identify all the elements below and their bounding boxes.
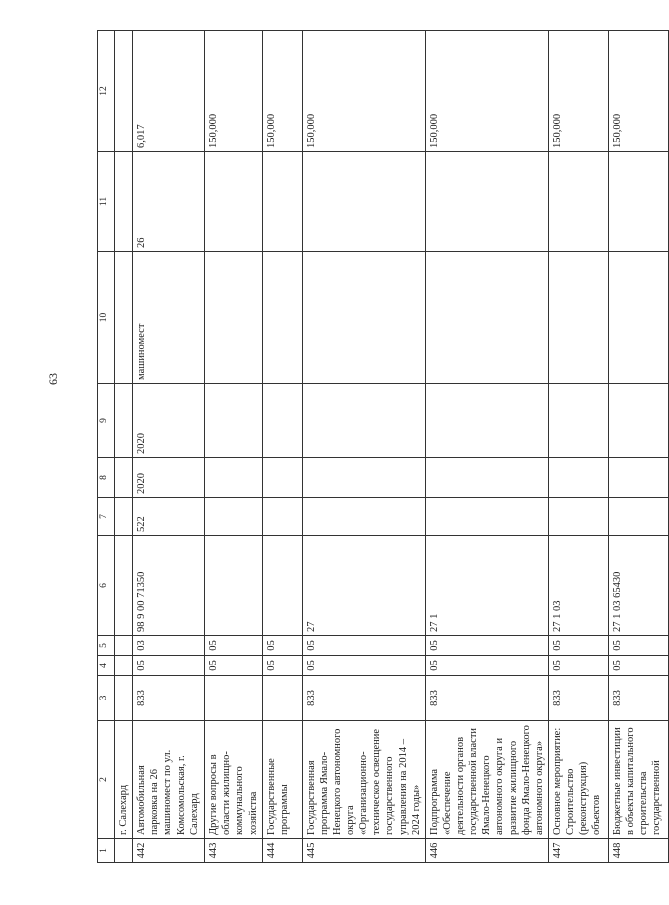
section-cell: 05: [205, 656, 263, 676]
rotated-table-sheet: [97, 31, 663, 863]
end-year-cell: 2020: [133, 384, 205, 458]
target-article-cell: 27 1: [425, 536, 548, 636]
target-article-cell: [115, 536, 133, 636]
amount-cell: 150,000: [425, 31, 548, 152]
code-cell: [115, 676, 133, 721]
end-year-cell: [608, 384, 668, 458]
subsection-cell: 05: [608, 636, 668, 656]
column-header: 2: [98, 721, 115, 839]
amount-cell: 150,000: [548, 31, 608, 152]
column-header: 1: [98, 839, 115, 863]
column-header: 12: [98, 31, 115, 152]
code-cell: [205, 676, 263, 721]
target-article-cell: 27 1 03: [548, 536, 608, 636]
capacity-cell: [115, 152, 133, 252]
expense-type-cell: [548, 498, 608, 536]
subsection-cell: 05: [425, 636, 548, 656]
section-cell: 05: [133, 656, 205, 676]
column-header: 8: [98, 458, 115, 498]
code-cell: 833: [548, 676, 608, 721]
column-header: 11: [98, 152, 115, 252]
end-year-cell: [548, 384, 608, 458]
column-header: 10: [98, 252, 115, 384]
column-header: 7: [98, 498, 115, 536]
code-cell: [262, 676, 302, 721]
column-header: 4: [98, 656, 115, 676]
capacity-cell: [548, 152, 608, 252]
column-header: 3: [98, 676, 115, 721]
name-cell: Бюджетные инвестиции в объекты капитального строительства государственной: [608, 721, 668, 839]
section-cell: 05: [425, 656, 548, 676]
start-year-cell: [205, 458, 263, 498]
column-header: 6: [98, 536, 115, 636]
target-article-cell: [205, 536, 263, 636]
expense-type-cell: 522: [133, 498, 205, 536]
table-row: [205, 31, 263, 863]
subsection-cell: 03: [133, 636, 205, 656]
name-cell: Автомобильная парковка на 26 машиномест по ул. Комсомольская, г. Салехард: [133, 721, 205, 839]
amount-cell: 150,000: [205, 31, 263, 152]
column-header: 9: [98, 384, 115, 458]
code-cell: 833: [425, 676, 548, 721]
amount-cell: 150,000: [302, 31, 425, 152]
table-row: [425, 31, 548, 863]
expense-type-cell: [608, 498, 668, 536]
capacity-cell: [302, 152, 425, 252]
table-header-row: [98, 31, 115, 863]
name-cell: Подпрограмма «Обеспечение деятельности органов государственной власти Ямало-Ненецкого автономного округа и развитие жилищного фонда Ямало-Ненецкого автономного округа»: [425, 721, 548, 839]
end-year-cell: [205, 384, 263, 458]
unit-cell: [262, 252, 302, 384]
code-cell: 833: [133, 676, 205, 721]
target-article-cell: 27 1 03 65430: [608, 536, 668, 636]
subsection-cell: [115, 636, 133, 656]
amount-cell: 150,000: [608, 31, 668, 152]
row-number-cell: 444: [262, 839, 302, 863]
code-cell: 833: [302, 676, 425, 721]
section-cell: 05: [262, 656, 302, 676]
capacity-cell: [262, 152, 302, 252]
subsection-cell: 05: [302, 636, 425, 656]
capacity-cell: 26: [133, 152, 205, 252]
name-cell: Государственная программа Ямало-Ненецкого автономного округа «Организационно-техническое освещение государственного управления на 2014 – 2024 годы»: [302, 721, 425, 839]
table-row: [302, 31, 425, 863]
capacity-cell: [425, 152, 548, 252]
name-cell: Основное мероприятие: Строительство (реконструкция) объектов: [548, 721, 608, 839]
section-cell: 05: [548, 656, 608, 676]
unit-cell: [608, 252, 668, 384]
amount-cell: [115, 31, 133, 152]
code-cell: 833: [608, 676, 668, 721]
start-year-cell: [608, 458, 668, 498]
row-number-cell: 448: [608, 839, 668, 863]
row-number-cell: 442: [133, 839, 205, 863]
target-article-cell: 98 9 00 71350: [133, 536, 205, 636]
start-year-cell: [115, 458, 133, 498]
start-year-cell: 2020: [133, 458, 205, 498]
start-year-cell: [548, 458, 608, 498]
target-article-cell: 27: [302, 536, 425, 636]
page-number: 63: [46, 373, 60, 385]
end-year-cell: [262, 384, 302, 458]
table-row: [548, 31, 608, 863]
unit-cell: [115, 252, 133, 384]
budget-table: [97, 30, 669, 863]
section-cell: 05: [302, 656, 425, 676]
row-number-cell: [115, 839, 133, 863]
start-year-cell: [302, 458, 425, 498]
table-row: [133, 31, 205, 863]
row-number-cell: 446: [425, 839, 548, 863]
unit-cell: машиномест: [133, 252, 205, 384]
unit-cell: [548, 252, 608, 384]
expense-type-cell: [262, 498, 302, 536]
name-cell: г. Салехард: [115, 721, 133, 839]
amount-cell: 6,017: [133, 31, 205, 152]
capacity-cell: [205, 152, 263, 252]
expense-type-cell: [115, 498, 133, 536]
name-cell: Другие вопросы в области жилищно-коммунального хозяйства: [205, 721, 263, 839]
subsection-cell: 05: [205, 636, 263, 656]
unit-cell: [425, 252, 548, 384]
column-header: 5: [98, 636, 115, 656]
end-year-cell: [302, 384, 425, 458]
end-year-cell: [425, 384, 548, 458]
section-cell: [115, 656, 133, 676]
table-row: [608, 31, 668, 863]
subsection-cell: 05: [548, 636, 608, 656]
unit-cell: [302, 252, 425, 384]
name-cell: Государственные программы: [262, 721, 302, 839]
row-number-cell: 443: [205, 839, 263, 863]
row-number-cell: 445: [302, 839, 425, 863]
end-year-cell: [115, 384, 133, 458]
start-year-cell: [262, 458, 302, 498]
unit-cell: [205, 252, 263, 384]
expense-type-cell: [302, 498, 425, 536]
table-body: [98, 31, 669, 863]
capacity-cell: [608, 152, 668, 252]
expense-type-cell: [425, 498, 548, 536]
table-row: [115, 31, 133, 863]
table-row: [262, 31, 302, 863]
row-number-cell: 447: [548, 839, 608, 863]
amount-cell: 150,000: [262, 31, 302, 152]
subsection-cell: 05: [262, 636, 302, 656]
section-cell: 05: [608, 656, 668, 676]
target-article-cell: [262, 536, 302, 636]
expense-type-cell: [205, 498, 263, 536]
start-year-cell: [425, 458, 548, 498]
